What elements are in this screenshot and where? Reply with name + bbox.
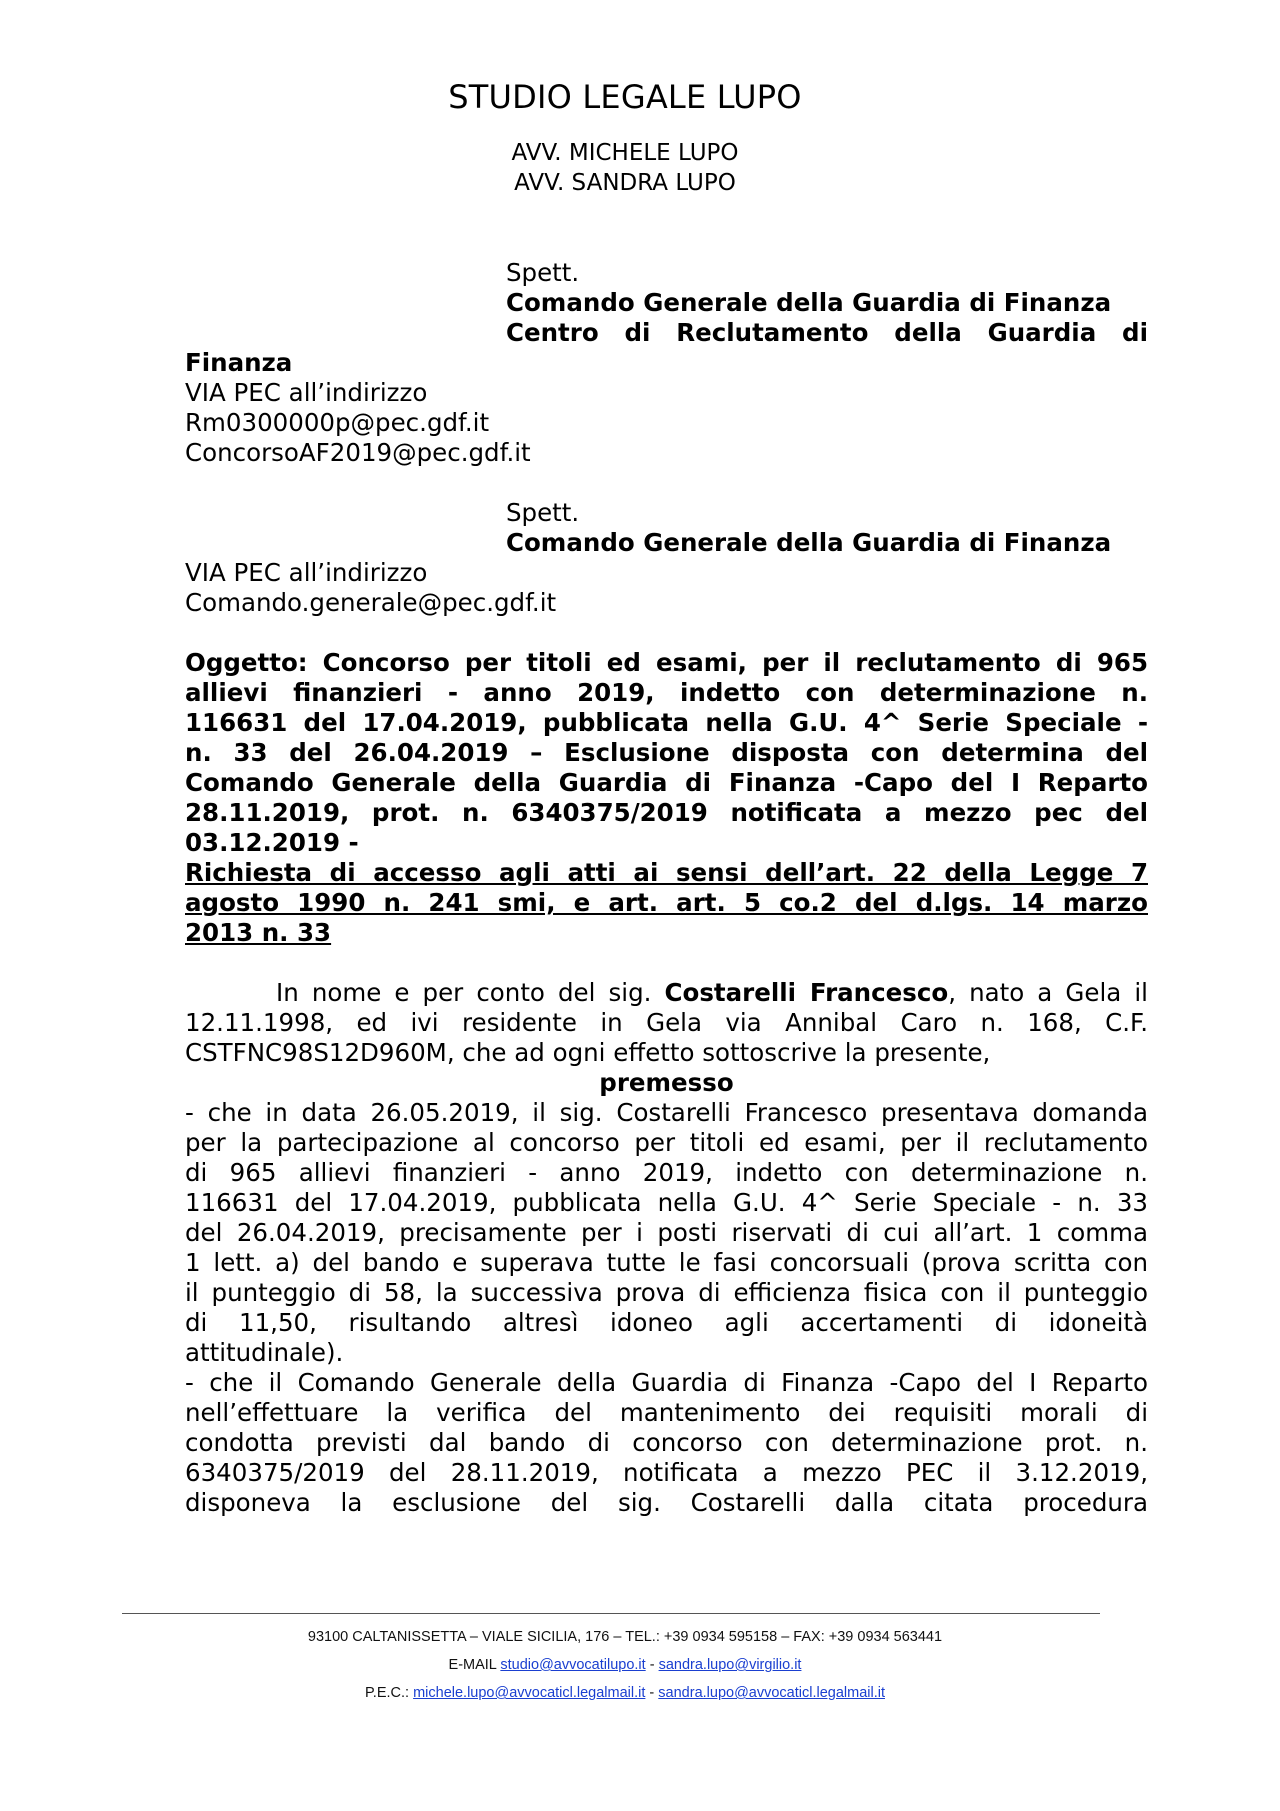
- client-name: Costarelli Francesco: [664, 978, 949, 1007]
- footer-pec-link[interactable]: michele.lupo@avvocaticl.legalmail.it: [413, 1685, 646, 1701]
- premise-paragraph-1: [185, 1098, 1148, 1368]
- lawyer-name: AVV. SANDRA LUPO: [514, 170, 736, 196]
- premesso-heading: premesso: [599, 1068, 734, 1097]
- recipient-1-via-pec: VIA PEC all’indirizzo: [185, 378, 428, 407]
- intro-line: 12.11.1998, ed ivi residente in Gela via Annibal Caro n. 168, C.F.: [185, 1008, 1148, 1037]
- recipient-2-line-1: Comando Generale della Guardia di Finanza: [506, 528, 1112, 557]
- intro-post: , nato a Gela il: [948, 978, 1148, 1007]
- premise-paragraph-2: [185, 1368, 1148, 1518]
- intro-pre: In nome e per conto del sig.: [276, 978, 665, 1007]
- footer-email-link[interactable]: sandra.lupo@virgilio.it: [658, 1657, 802, 1673]
- subject-line: Comando Generale della Guardia di Finanza -Capo del I Reparto: [185, 768, 1148, 797]
- recipient-1-pec-address: ConcorsoAF2019@pec.gdf.it: [185, 438, 531, 467]
- subject-line: n. 33 del 26.04.2019 – Esclusione disposta con determina del: [185, 738, 1148, 767]
- footer-email-line: [0, 1657, 1250, 1673]
- paragraph-line: di 11,50, risultando altresì idoneo agli accertamenti di idoneità: [185, 1308, 1148, 1337]
- footer-divider: [122, 1613, 1100, 1614]
- recipient-1-line-2-cont: Finanza: [185, 348, 293, 377]
- paragraph-line: - che il Comando Generale della Guardia di Finanza -Capo del I Reparto: [185, 1368, 1148, 1397]
- paragraph-line: - che in data 26.05.2019, il sig. Costarelli Francesco presentava domanda: [185, 1098, 1148, 1127]
- request-line: agosto 1990 n. 241 smi, e art. art. 5 co.2 del d.lgs. 14 marzo: [185, 888, 1148, 917]
- paragraph-line: per la partecipazione al concorso per titoli ed esami, per il reclutamento: [185, 1128, 1148, 1157]
- footer-pec-line: [0, 1685, 1250, 1701]
- footer-pec-link[interactable]: sandra.lupo@avvocaticl.legalmail.it: [658, 1685, 885, 1701]
- recipient-1-pec-address: Rm0300000p@pec.gdf.it: [185, 408, 490, 437]
- footer-email-label: E-MAIL: [448, 1657, 501, 1673]
- footer-address: 93100 CALTANISSETTA – VIALE SICILIA, 176 – TEL.: +39 0934 595158 – FAX: +39 0934 563441: [307, 1629, 943, 1645]
- recipient-2-salutation: Spett.: [506, 498, 580, 527]
- subject-line: 28.11.2019, prot. n. 6340375/2019 notificata a mezzo pec del: [185, 798, 1148, 827]
- intro-first-line: [185, 978, 1148, 1008]
- paragraph-line: 6340375/2019 del 28.11.2019, notificata a mezzo PEC il 3.12.2019,: [185, 1458, 1148, 1487]
- lawyers-block: [0, 138, 1250, 198]
- paragraph-line: condotta previsti dal bando di concorso con determinazione prot. n.: [185, 1428, 1148, 1457]
- paragraph-line: 116631 del 17.04.2019, pubblicata nella G.U. 4^ Serie Speciale - n. 33: [185, 1188, 1148, 1217]
- subject-block: [185, 648, 1148, 948]
- lawyer-name: AVV. MICHELE LUPO: [511, 140, 739, 166]
- paragraph-line: attitudinale).: [185, 1338, 344, 1367]
- paragraph-line: di 965 allievi finanzieri - anno 2019, indetto con determinazione n.: [185, 1158, 1148, 1187]
- paragraph-line: nell’effettuare la verifica del mantenimento dei requisiti morali di: [185, 1398, 1148, 1427]
- recipient-2-via-pec: VIA PEC all’indirizzo: [185, 558, 428, 587]
- request-line: 2013 n. 33: [185, 918, 332, 947]
- paragraph-line: disponeva la esclusione del sig. Costarelli dalla citata procedura: [185, 1488, 1148, 1517]
- body-text: [185, 978, 1148, 1518]
- paragraph-line: 1 lett. a) del bando e superava tutte le fasi concorsuali (prova scritta con: [185, 1248, 1148, 1277]
- recipient-1-salutation: Spett.: [506, 258, 580, 287]
- subject-line: 03.12.2019 -: [185, 828, 359, 857]
- footer-separator: -: [645, 1657, 659, 1673]
- footer-email-link[interactable]: studio@avvocatilupo.it: [500, 1657, 646, 1673]
- firm-name: STUDIO LEGALE LUPO: [448, 78, 802, 116]
- footer-pec-label: P.E.C.:: [364, 1685, 414, 1701]
- subject-line: 116631 del 17.04.2019, pubblicata nella G.U. 4^ Serie Speciale -: [185, 708, 1148, 737]
- recipient-1-line-1: Comando Generale della Guardia di Finanza: [506, 288, 1112, 317]
- intro-line: CSTFNC98S12D960M, che ad ogni effetto sottoscrive la presente,: [185, 1038, 991, 1067]
- recipient-2-pec-address: Comando.generale@pec.gdf.it: [185, 588, 557, 617]
- subject-line: allievi finanzieri - anno 2019, indetto con determinazione n.: [185, 678, 1148, 707]
- subject-line: Oggetto: Concorso per titoli ed esami, per il reclutamento di 965: [185, 648, 1148, 677]
- footer-separator: -: [645, 1685, 659, 1701]
- paragraph-line: del 26.04.2019, precisamente per i posti riservati di cui all’art. 1 comma: [185, 1218, 1148, 1247]
- paragraph-line: il punteggio di 58, la successiva prova di efficienza fisica con il punteggio: [185, 1278, 1148, 1307]
- request-line: Richiesta di accesso agli atti ai sensi dell’art. 22 della Legge 7: [185, 858, 1148, 887]
- recipient-1-line-2: Centro di Reclutamento della Guardia di: [506, 318, 1148, 347]
